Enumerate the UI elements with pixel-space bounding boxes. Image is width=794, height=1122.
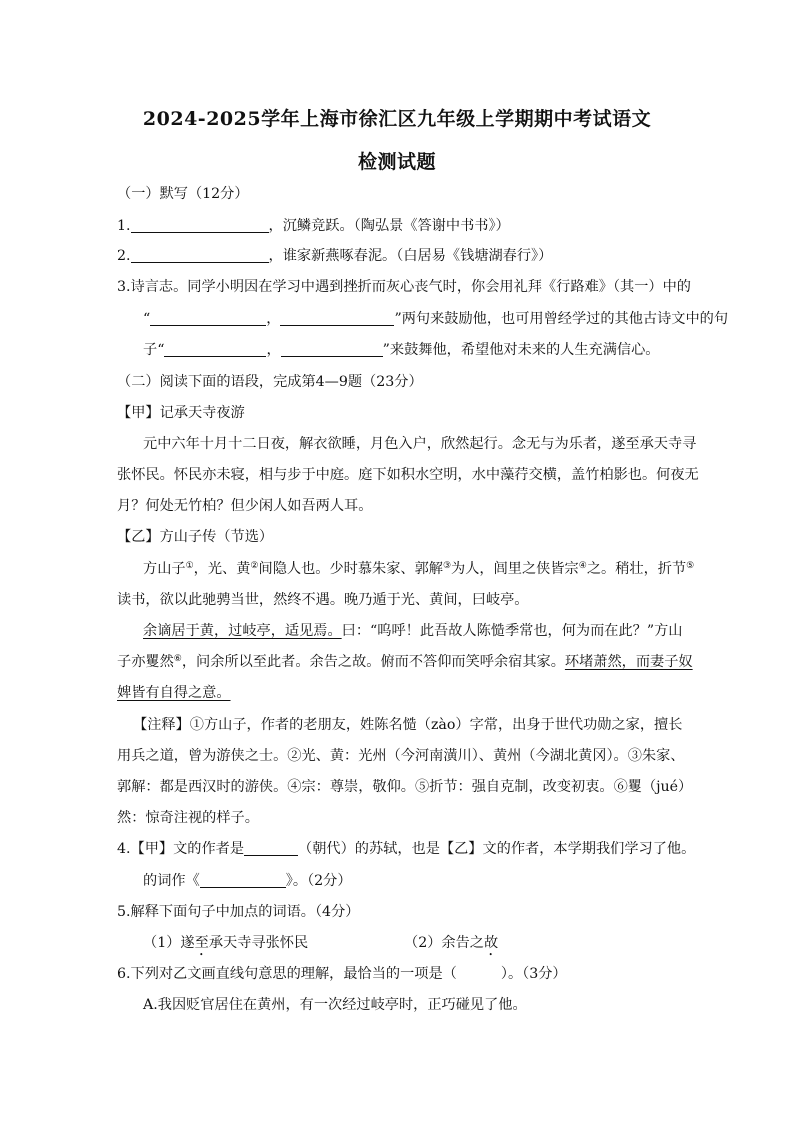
exam-title-line2: 检测试题 (357, 151, 436, 173)
underlined-sentence: 环堵萧然，而妻子奴 (564, 654, 693, 670)
question-1-blank[interactable] (131, 216, 269, 233)
question-3-line3-text: ”来鼓舞他，希望他对未来的人生充满信心。 (382, 342, 660, 358)
text: 承天寺寻张怀民 (208, 935, 309, 951)
passage-yi-line5: 婢皆有自得之意。 (117, 685, 231, 701)
quote-open: “ (143, 311, 151, 327)
text: ，问余所以至此者。余告之故。俯而不答仰而笑呼余宿其家。 (181, 654, 565, 670)
text: 曰：“呜呼！此吾故人陈慥季常也，何为而在此？”方山 (341, 623, 683, 639)
question-3-line2-text: ”两句来鼓励他，也可用曾经学过的其他古诗文中的句 (394, 311, 729, 327)
text: ，光、黄 (193, 561, 251, 577)
passage-yi-line2: 读书，欲以此驰骋当世，然终不遇。晚乃遁于光、黄间，曰岐亭。 (117, 592, 529, 608)
question-5: 5.解释下面句子中加点的词语。（4分） (117, 904, 360, 920)
question-5-item2 (404, 933, 498, 959)
question-6-option-a: A.我因贬官居住在黄州，有一次经过岐亭时，正巧碰见了他。 (143, 997, 527, 1013)
section1-heading: （一）默写（12分） (117, 186, 249, 202)
question-6 (117, 964, 567, 984)
question-3-blank-2[interactable] (280, 309, 394, 326)
text: 为人，闾里之侠皆宗 (451, 561, 579, 577)
question-4-line2 (143, 871, 352, 891)
question-3-blank-1[interactable] (150, 309, 266, 326)
question-1 (117, 216, 510, 236)
text: 之。稍壮，折节 (586, 561, 687, 577)
question-2-number: 2. (117, 248, 131, 264)
passage-jia-line3: 月？何处无竹柏？但少闲人如吾两人耳。 (117, 498, 373, 514)
passage-jia-title: 【甲】记承天寺夜游 (117, 405, 245, 421)
section2-heading: （二）阅读下面的语段，完成第4—9题（23分） (117, 374, 423, 390)
question-3-line3 (143, 340, 659, 360)
notes-line2: 用兵之道，曾为游侠之士。②光、黄：光州（今河南潢川）、黄州（今湖北黄冈）。③朱家、 (117, 748, 685, 764)
passage-jia-line1: 元中六年十月十二日夜，解衣欲睡，月色入户，欣然起行。念无与为乐者，遂至承天寺寻 (143, 436, 697, 452)
note-marker: ③ (442, 561, 452, 571)
text: 的词作《 (143, 873, 200, 889)
question-2-text: ，谁家新燕啄春泥。（白居易《钱塘湖春行》） (268, 248, 553, 264)
note-marker: ② (250, 561, 259, 571)
note-marker: ⑤ (686, 561, 695, 571)
notes-line3: 郭解：都是西汉时的游侠。④宗：尊崇，敬仰。⑤折节：强自克制，改变初衷。⑥矍（jué） (117, 779, 693, 795)
question-3-blank-4[interactable] (281, 340, 383, 357)
passage-yi-line3 (143, 621, 682, 641)
passage-yi-title: 【乙】方山子传（节选） (117, 529, 274, 545)
question-4-blank-ci[interactable] (200, 871, 286, 888)
text: （朝代）的苏轼，也是【乙】文的作者，本学期我们学习了他。 (298, 841, 696, 857)
text: 遂 (180, 935, 195, 951)
note-marker: ① (185, 561, 194, 571)
notes-line4: 然：惊奇注视的样子。 (117, 810, 259, 826)
text: 4.【甲】文的作者是 (117, 841, 245, 857)
notes-line1: 【注释】①方山子，作者的老朋友，姓陈名慥（zào）字常，出身于世代功勋之家，擅长 (133, 717, 683, 733)
text: 6.下列对乙文画直线句意思的理解，最恰当的一项是（ (117, 966, 457, 982)
question-2-blank[interactable] (131, 246, 269, 263)
text: （1） (143, 935, 181, 951)
question-3-line1: 3.诗言志。同学小明因在学习中遇到挫折而灰心丧气时，你会用礼拜《行路难》（其一）中的 (117, 279, 691, 295)
note-marker: ⑥ (173, 654, 182, 664)
exam-title-line1: 2024-2025学年上海市徐汇区九年级上学期期中考试语文 (142, 108, 652, 130)
question-3-blank-3[interactable] (164, 340, 266, 357)
comma: ， (266, 342, 281, 358)
question-1-text: ，沉鳞竞跃。（陶弘景《答谢中书书》） (268, 218, 510, 234)
text: 》。（2分） (285, 873, 352, 889)
dotted-word: 故 (483, 935, 499, 951)
question-5-item1 (143, 933, 308, 959)
passage-jia-line2: 张怀民。怀民亦未寝，相与步于中庭。庭下如积水空明，水中藻荇交横，盖竹柏影也。何夜无 (117, 467, 699, 483)
question-4-line1 (117, 839, 695, 859)
passage-yi-line1 (143, 559, 694, 579)
question-3-line2 (143, 309, 728, 329)
passage-yi-line4 (117, 652, 693, 672)
quote-open: 子“ (143, 342, 165, 358)
text: 方山子 (143, 561, 186, 577)
text: 子亦矍然 (117, 654, 174, 670)
question-2 (117, 246, 552, 266)
question-4-blank-dynasty[interactable] (244, 839, 298, 856)
text: （2）余告之 (404, 935, 484, 951)
comma: ， (266, 311, 281, 327)
text: 间隐人也。少时慕朱家、郭解 (258, 561, 443, 577)
note-marker: ④ (578, 561, 587, 571)
question-1-number: 1. (117, 218, 131, 234)
dotted-word: 至 (194, 935, 209, 951)
underlined-sentence: 余谪居于黄，过岐亭，适见焉。 (143, 623, 342, 639)
text: ）。（3分） (500, 966, 567, 982)
